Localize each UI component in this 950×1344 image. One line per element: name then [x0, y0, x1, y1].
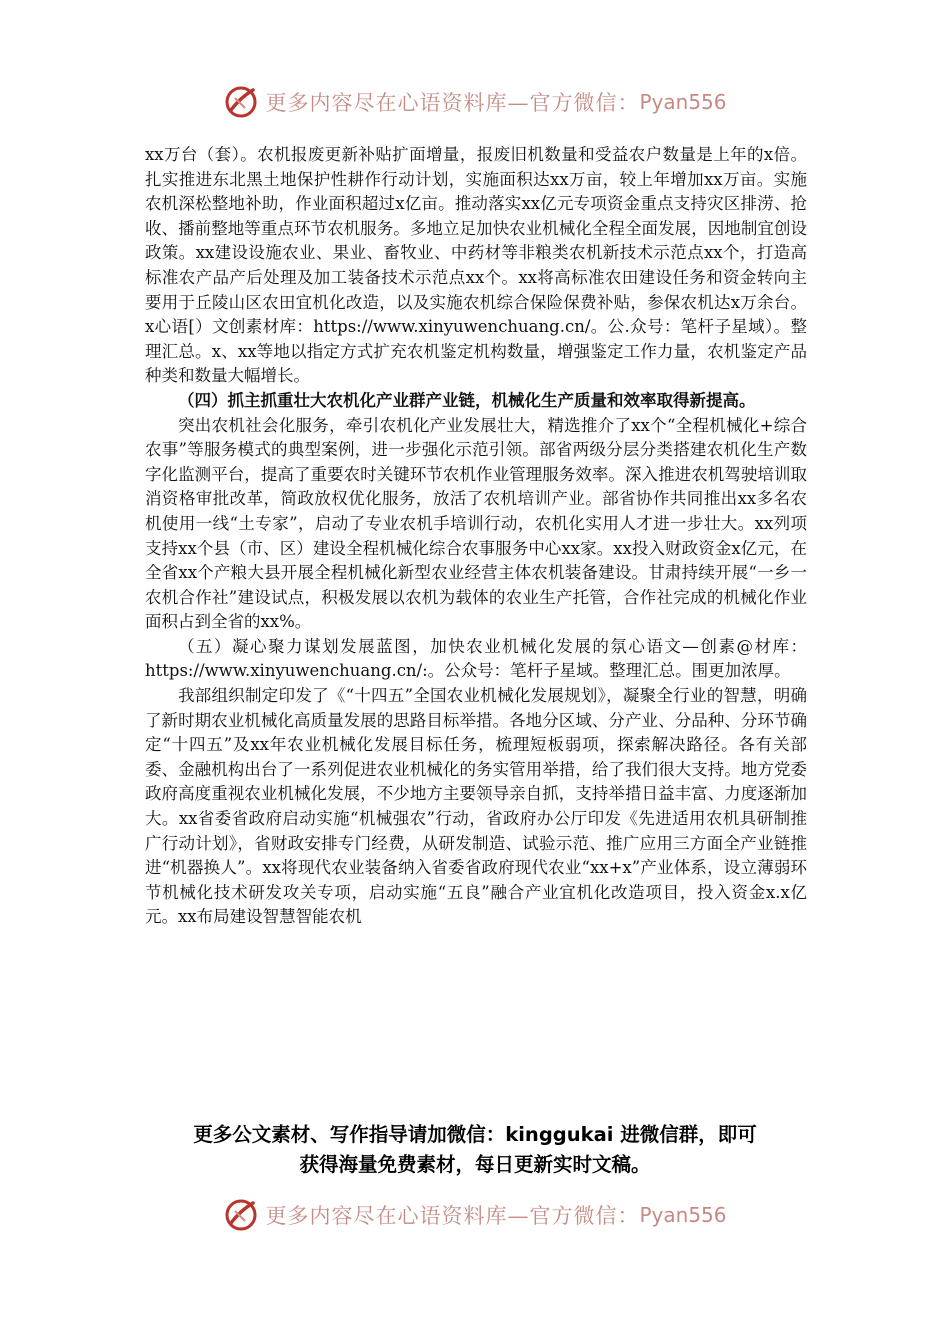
logo-icon — [223, 84, 259, 120]
footer-banner-text: 更多内容尽在心语资料库—官方微信： — [265, 1204, 640, 1228]
paragraph-3: 我部组织制定印发了《“十四五”全国农业机械化发展规划》，凝聚全行业的智慧，明确了新时期农业机械化高质量发展的思路目标举措。各地分区域、分产业、分品种、分环节确定“十四五”及xx年农业机械化发展目标任务，梳理短板弱项，探索解决路径。各有关部委、金融机构出台了一系列促进农业机械化的务实管用举措，给了我们很大支持。地方党委政府高度重视农业机械化发展，不少地方主要领导亲自抓，支持举措日益丰富、力度逐渐加大。xx省委省政府启动实施“机械强农”行动，省政府办公厅印发《先进适用农机具研制推广行动计划》，省财政安排专门经费，从研发制造、试验示范、推广应用三方面全产业链推进“机器换人”。xx将现代农业装备纳入省委省政府现代农业“xx+x”产业体系，设立薄弱环节机械化技术研发攻关专项，启动实施“五良”融合产业宜机化改造项目，投入资金x.x亿元。xx布局建设智慧智能农机 — [145, 686, 807, 927]
document-body — [145, 143, 807, 930]
header-wechat-id: Pyan556 — [639, 90, 727, 114]
logo-icon — [223, 1197, 259, 1233]
section-heading-5: （五）凝心聚力谋划发展蓝图，加快农业机械化发展的氛心语文—创素@材库：https://www.xinyuwenchuang.cn/:。公众号：笔杆子星域。整理汇总。围更加浓厚。 — [145, 636, 807, 681]
header-banner — [0, 82, 950, 122]
footer-banner — [0, 1195, 950, 1235]
paragraph-2: 突出农机社会化服务，牵引农机化产业发展壮大，精选推介了xx个“全程机械化+综合农事”等服务模式的典型案例，进一步强化示范引领。部省两级分层分类搭建农机化生产数字化监测平台，提高了重要农时关键环节农机作业管理服务效率。深入推进农机驾驶培训取消资格审批改革，简政放权优化服务，放活了农机培训产业。部省协作共同推出xx多名农机使用一线“土专家”，启动了专业农机手培训行动，农机化实用人才进一步壮大。xx列项支持xx个县（市、区）建设全程机械化综合农事服务中心xx家。xx投入财政资金x亿元，在全省xx个产粮大县开展全程机械化新型农业经营主体农机装备建设。甘肃持续开展“一乡一农机合作社”建设试点，积极发展以农机为载体的农业生产托管，合作社完成的机械化作业面积占到全省的xx%。 — [145, 415, 807, 632]
cta-line-1: 更多公文素材、写作指导请加微信：kinggukai 进微信群，即可 — [193, 1123, 757, 1146]
call-to-action — [0, 1120, 950, 1180]
paragraph-1: xx万台（套）。农机报废更新补贴扩面增量，报废旧机数量和受益农户数量是上年的x倍。扎实推进东北黑土地保护性耕作行动计划，实施面积达xx万亩，较上年增加xx万亩。实施农机深松整地补助，作业面积超过x亿亩。推动落实xx亿元专项资金重点支持灾区排涝、抢收、播前整地等重点环节农机服务。多地立足加快农业机械化全程全面发展，因地制宜创设政策。xx建设设施农业、果业、畜牧业、中药材等非粮类农机新技术示范点xx个，打造高标准农产品产后处理及加工装备技术示范点xx个。xx将高标准农田建设任务和资金转向主要用于丘陵山区农田宜机化改造，以及实施农机综合保险保费补贴，参保农机达x万余台。x心语[）文创素材库：https://www.xinyuwenchuang.cn/。公.众号：笔杆子星域）。整理汇总。x、xx等地以指定方式扩充农机鉴定机构数量，增强鉴定工作力量，农机鉴定产品种类和数量大幅增长。 — [145, 145, 807, 386]
section-heading-4: （四）抓主抓重壮大农机化产业群产业链，机械化生产质量和效率取得新提高。 — [178, 390, 756, 410]
footer-wechat-id: Pyan556 — [639, 1203, 727, 1227]
cta-line-2: 获得海量免费素材，每日更新实时文稿。 — [299, 1153, 651, 1176]
header-banner-text: 更多内容尽在心语资料库—官方微信： — [265, 91, 640, 115]
